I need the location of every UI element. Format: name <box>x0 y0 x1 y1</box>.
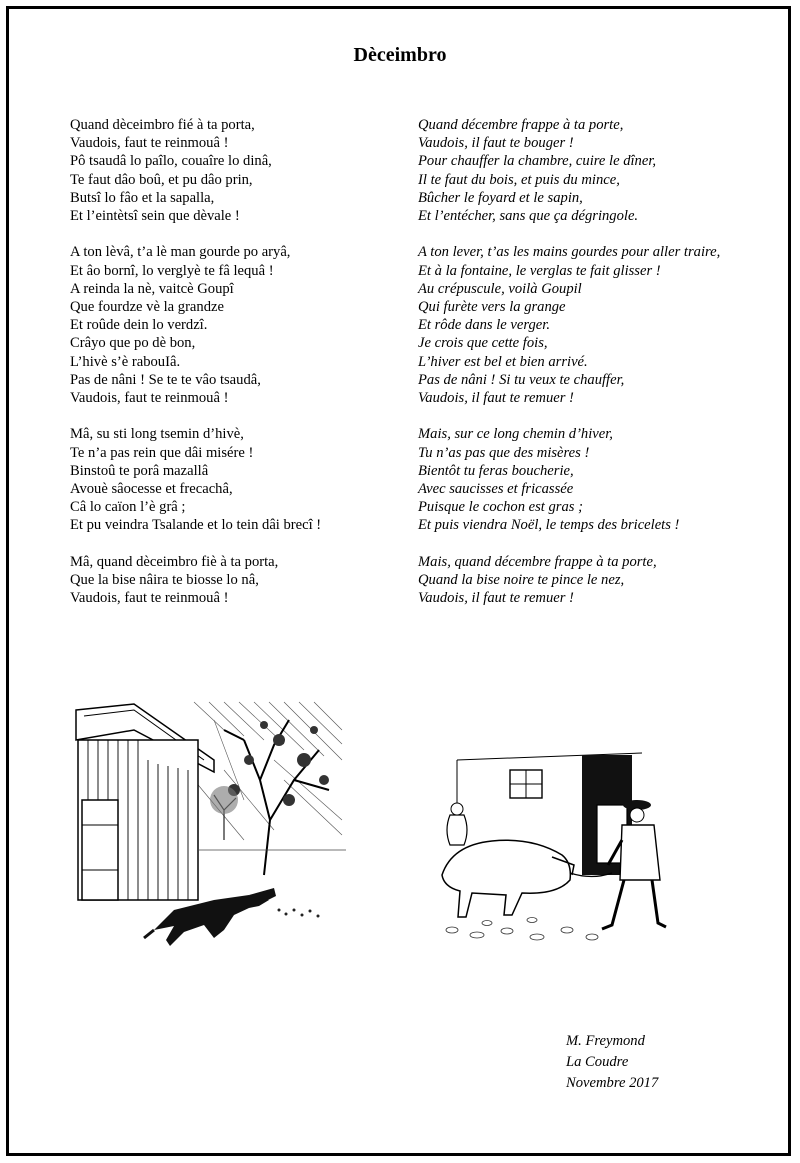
poem-line: Mais, sur ce long chemin d’hiver, <box>418 426 613 443</box>
poem-line: Butsî lo fâo et la sapalla, <box>70 189 215 206</box>
patois-stanza <box>70 243 390 407</box>
poem-line: Que la bise nâira te biosse lo nâ, <box>70 572 259 589</box>
poem-line: L’hiver est bel et bien arrivé. <box>418 353 588 370</box>
patois-poem <box>70 116 390 626</box>
poem-line: Quand dèceimbro fié à ta porta, <box>70 117 255 133</box>
pig-slaughter-farmyard-illustration <box>432 745 672 945</box>
french-stanza <box>418 243 788 407</box>
poem-line: Vaudois, il faut te remuer ! <box>418 590 574 607</box>
poem-line: Et pu veindra Tsalande et lo tein dâi brecî ! <box>70 517 322 534</box>
poem-line: Mais, quand décembre frappe à ta porte, <box>418 553 657 570</box>
poem-line: Tu n’as pas que des misères ! <box>418 444 590 461</box>
poem-line: Et roûde dein lo verdzî. <box>70 317 208 334</box>
poem-line: Et l’entécher, sans que ça dégringole. <box>418 208 639 225</box>
poem-line: Te faut dâo boû, et pu dâo prin, <box>70 171 253 188</box>
poem-line: Et âo bornî, lo verglyè te fâ lequâ ! <box>70 262 274 279</box>
poem-line: Mâ, quand dèceimbro fiè à ta porta, <box>70 553 279 570</box>
poem-line: Avouè sâocesse et frecachâ, <box>70 481 233 498</box>
poem-line: Binstoû te porâ mazallâ <box>70 462 209 479</box>
poem-line: A ton lèvâ, t’a lè man gourde po aryâ, <box>70 244 291 261</box>
poem-line: A reinda la nè, vaitcè Goupî <box>70 280 234 297</box>
poem-line: Et l’eintètsî sein que dèvale ! <box>70 208 240 225</box>
poem-line: Qui furète vers la grange <box>418 299 566 316</box>
poem-line: Avec saucisses et fricassée <box>418 481 574 498</box>
poem-line: Vaudois, faut te reinmouâ ! <box>70 135 229 152</box>
poem-line: Pas de nâni ! Si tu veux te chauffer, <box>418 371 625 388</box>
poem-line: Vaudois, il faut te bouger ! <box>418 135 574 152</box>
poem-line: Et à la fontaine, le verglas te fait glisser ! <box>418 262 661 279</box>
poem-line: Câ lo caïon l’è grâ ; <box>70 499 186 516</box>
signature-block <box>566 1031 658 1094</box>
patois-stanza <box>70 116 390 225</box>
patois-stanza <box>70 553 390 608</box>
french-stanza <box>418 116 788 225</box>
poem-line: Vaudois, faut te reinmouâ ! <box>70 390 229 407</box>
poem-line: Pour chauffer la chambre, cuire le dîner, <box>418 153 657 170</box>
poem-line: Au crépuscule, voilà Goupil <box>418 280 582 297</box>
poem-line: Et rôde dans le verger. <box>418 317 550 334</box>
place-name: La Coudre <box>566 1054 629 1070</box>
french-stanza <box>418 425 788 534</box>
winter-barn-fox-illustration <box>74 700 346 950</box>
poem-line: Mâ, su sti long tsemin d’hivè, <box>70 426 244 443</box>
poem-line: Bientôt tu feras boucherie, <box>418 462 574 479</box>
poem-line: Quand la bise noire te pince le nez, <box>418 572 625 589</box>
poem-line: Crâyo que po dè bon, <box>70 335 196 352</box>
poem-line: L’hivè s’è rabouIâ. <box>70 353 181 370</box>
poem-line: Pas de nâni ! Se te te vâo tsaudâ, <box>70 371 261 388</box>
poem-line: Et puis viendra Noël, le temps des bricelets ! <box>418 517 680 534</box>
poem-title: Dèceimbro <box>353 44 447 66</box>
poem-line: Puisque le cochon est gras ; <box>418 499 583 516</box>
poem-line: Vaudois, faut te reinmouâ ! <box>70 590 229 607</box>
poem-line: Je crois que cette fois, <box>418 335 548 352</box>
patois-stanza <box>70 425 390 534</box>
poem-line: Vaudois, il faut te remuer ! <box>418 390 574 407</box>
french-translation <box>418 116 788 626</box>
poem-line: Il te faut du bois, et puis du mince, <box>418 171 620 188</box>
date-text: Novembre 2017 <box>566 1075 659 1091</box>
poem-line: Te n’a pas rein que dâi misére ! <box>70 444 254 461</box>
poem-line: Bûcher le foyard et le sapin, <box>418 189 583 206</box>
poem-line: Que fourdze vè la grandze <box>70 299 224 316</box>
poem-line: A ton lever, t’as les mains gourdes pour aller traire, <box>418 244 721 261</box>
poem-line: Pô tsaudâ lo paîlo, couaîre lo dinâ, <box>70 153 272 170</box>
poem-line: Quand décembre frappe à ta porte, <box>418 117 624 133</box>
french-stanza <box>418 553 788 608</box>
author-name: M. Freymond <box>566 1033 645 1049</box>
